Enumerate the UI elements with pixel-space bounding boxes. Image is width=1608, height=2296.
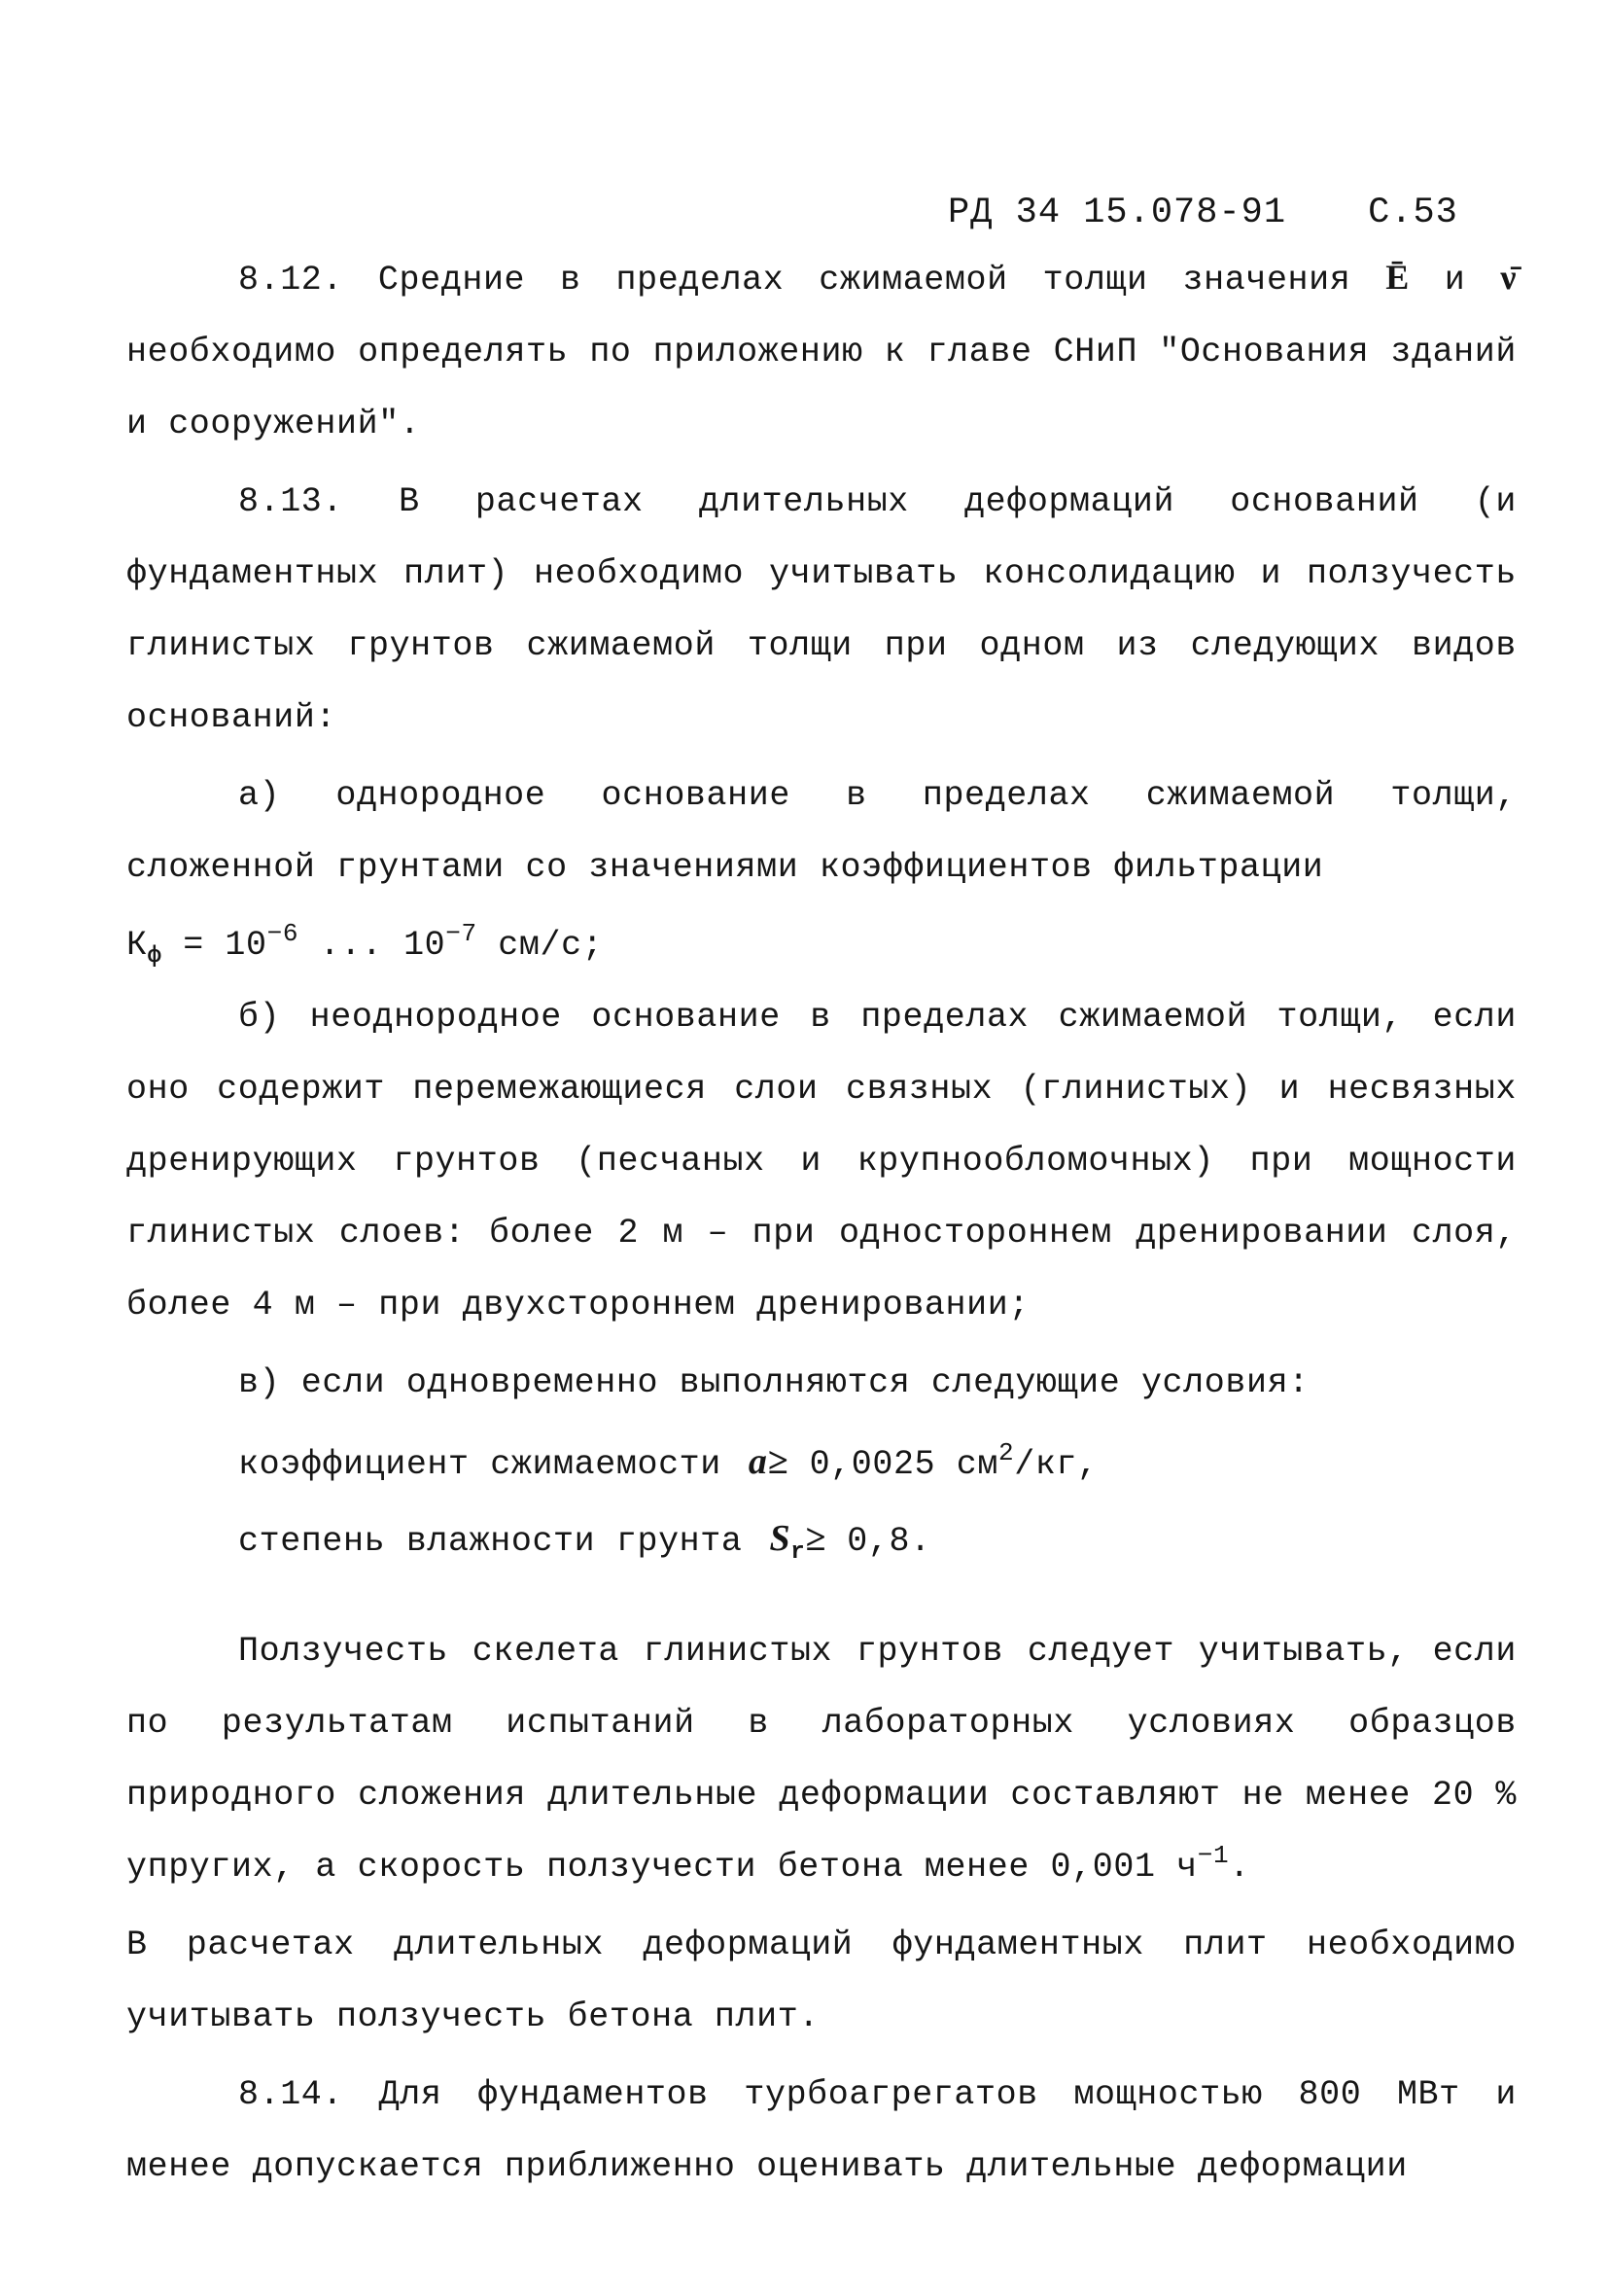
formula-exp-1: −6 — [266, 919, 299, 948]
symbol-s-subscript: r — [790, 1539, 806, 1566]
item-a-text: а) однородное основание в пределах сжимаемой толщи, сложенной грунтами со значениями коэффициентов фильтрации — [126, 776, 1517, 887]
item-b-text: б) неоднородное основание в пределах сжимаемой толщи, если оно содержит перемежающиеся слои связных (глинистых) и несвязных дренирующих грунтов (песчаных и крупнообломочных) при мощности глинистых слоев: более 2 м – при одностороннем дренировании слоя, более 4 м – при двухстороннем дренировании; — [126, 998, 1517, 1325]
document-body — [126, 241, 1517, 2208]
rate-exponent: −1 — [1197, 1841, 1230, 1870]
creep-paragraph — [126, 1615, 1517, 1903]
formula-dots: ... 10 — [298, 926, 446, 965]
relation-ge: ≥ — [805, 1518, 826, 1559]
formula-k: К — [126, 926, 148, 965]
paragraph-8-12 — [126, 241, 1517, 460]
page-number: С.53 — [1368, 193, 1458, 233]
paragraph-text: необходимо определять по приложению к главе СНиП "Основания зданий и сооружений". — [126, 333, 1517, 443]
item-c-text: в) если одновременно выполняются следующие условия: — [238, 1363, 1310, 1402]
condition-saturation — [238, 1501, 1517, 1578]
symbol-s: S — [769, 1518, 791, 1559]
paragraph-8-14: 8.14. Для фундаментов турбоагрегатов мощностью 800 МВт и менее допускается приближенно оценивать длительные деформации — [126, 2075, 1517, 2186]
conjunction: и — [1409, 261, 1501, 300]
condition-value: 0,0025 см — [787, 1445, 999, 1484]
formula-unit: см/с; — [476, 926, 604, 965]
unit-exponent: 2 — [998, 1438, 1015, 1467]
paragraph-end: . — [1229, 1848, 1250, 1887]
paragraph-text: 8.12. Средние в пределах сжимаемой толщи значения — [238, 261, 1386, 300]
filtration-formula — [126, 909, 1517, 981]
condition-unit: /кг, — [1014, 1445, 1099, 1484]
formula-exp-2: −7 — [445, 919, 477, 948]
symbol-nu-mean: ν̄ — [1500, 258, 1518, 297]
document-code: РД 34 15.078-91 — [948, 193, 1287, 233]
condition-label: степень влажности грунта — [238, 1522, 743, 1561]
condition-value: 0,8. — [825, 1522, 931, 1561]
paragraph-8-13-intro: 8.13. В расчетах длительных деформаций оснований (и фундаментных плит) необходимо учитывать консолидацию и ползучесть глинистых грунтов сжимаемой толщи при одном из следующих видов оснований: — [126, 482, 1517, 737]
paragraph-text: Ползучесть скелета глинистых грунтов следует учитывать, если по результатам испытаний в лабораторных условиях образцов природного сложения длительные деформации составляют не менее 20 % упругих, а скорость ползучести бетона менее 0,001 ч — [126, 1632, 1517, 1887]
page-header — [948, 193, 1458, 233]
symbol-a: a — [748, 1441, 768, 1482]
creep-slab-paragraph: В расчетах длительных деформаций фундаментных плит необходимо учитывать ползучесть бетона плит. — [126, 1925, 1517, 2036]
condition-compressibility — [238, 1425, 1517, 1501]
formula-eq: = 10 — [161, 926, 267, 965]
condition-label: коэффициент сжимаемости — [238, 1445, 721, 1484]
relation-ge: ≥ — [767, 1441, 788, 1482]
conditions-block — [126, 1425, 1517, 1578]
formula-k-subscript: ф — [147, 943, 162, 970]
symbol-e-mean: Ē — [1385, 258, 1410, 297]
